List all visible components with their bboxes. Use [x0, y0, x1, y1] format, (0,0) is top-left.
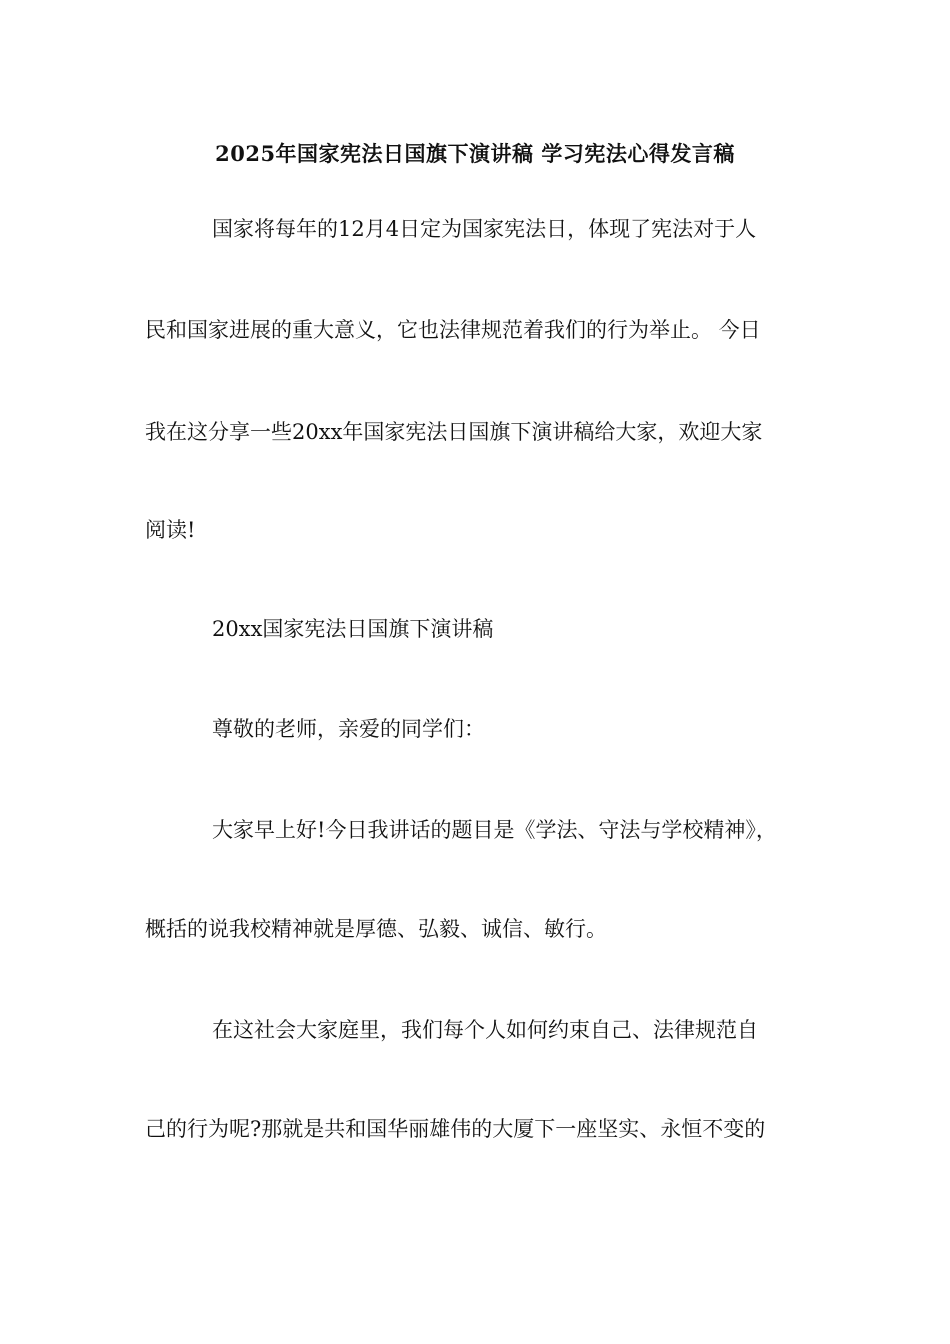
paragraph-line: 国家将每年的12月4日定为国家宪法日，体现了宪法对于人 [212, 217, 757, 241]
paragraph-line: 概括的说我校精神就是厚德、弘毅、诚信、敏行。 [145, 917, 607, 941]
paragraph-line: 己的行为呢?那就是共和国华丽雄伟的大厦下一座坚实、永恒不变的 [145, 1117, 766, 1141]
paragraph-line: 大家早上好!今日我讲话的题目是《学法、守法与学校精神》， [212, 818, 777, 842]
paragraph-line: 在这社会大家庭里，我们每个人如何约束自己、法律规范自 [212, 1018, 758, 1042]
document-title: 2025年国家宪法日国旗下演讲稿 学习宪法心得发言稿 [215, 141, 735, 166]
salutation: 尊敬的老师，亲爱的同学们： [212, 717, 485, 741]
paragraph-line: 民和国家进展的重大意义，它也法律规范着我们的行为举止。 今日 [145, 318, 761, 342]
paragraph-line: 阅读! [145, 518, 196, 542]
paragraph-line: 我在这分享一些20xx年国家宪法日国旗下演讲稿给大家，欢迎大家 [145, 420, 763, 444]
speech-heading: 20xx国家宪法日国旗下演讲稿 [212, 617, 494, 641]
